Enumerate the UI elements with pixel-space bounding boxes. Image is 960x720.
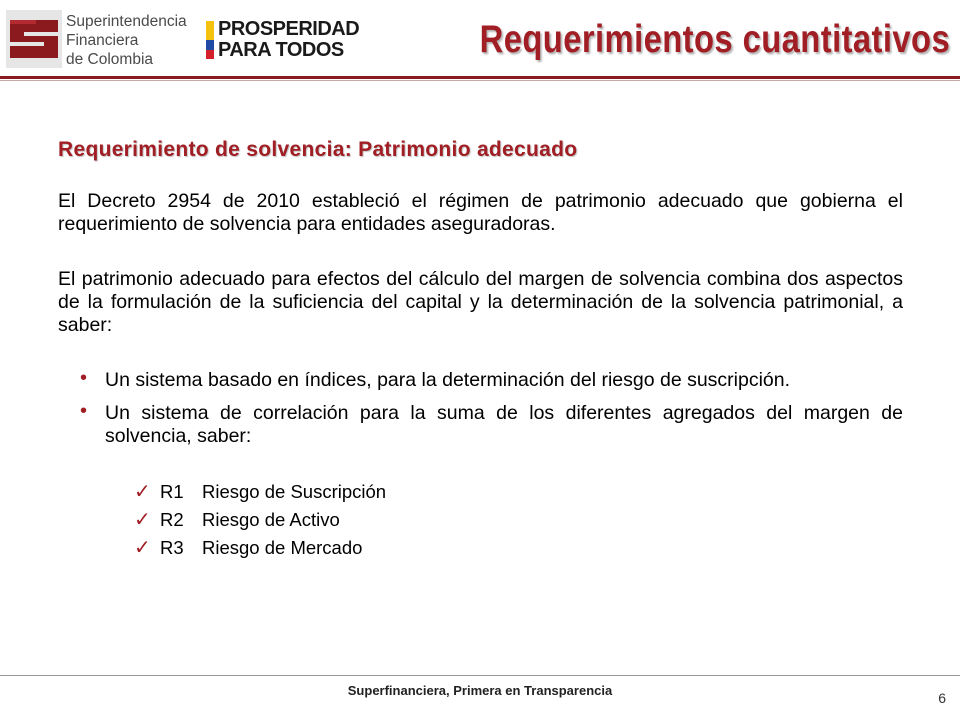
checkmark-icon: ✓ <box>134 537 151 559</box>
risk-label: Riesgo de Activo <box>202 509 340 530</box>
list-item <box>58 369 903 392</box>
section-title: Requerimiento de solvencia: Patrimonio adecuado <box>58 138 578 161</box>
prosperidad-text <box>218 19 359 61</box>
paragraph: El patrimonio adecuado para efectos del cálculo del margen de solvencia combina dos aspectos de la formulación de la suficiencia del capital y la determinación de la solvencia patrimonial, a saber: <box>58 268 903 336</box>
paragraph: El Decreto 2954 de 2010 estableció el régimen de patrimonio adecuado que gobierna el requerimiento de solvencia para entidades aseguradoras. <box>58 190 903 235</box>
risk-code: R3 <box>160 537 184 558</box>
list-item <box>134 478 903 506</box>
org-name-line: de Colombia <box>66 51 154 68</box>
bullet-list <box>58 369 903 448</box>
colombia-flag-icon <box>206 21 214 59</box>
risk-checklist <box>134 478 903 562</box>
list-item <box>58 402 903 448</box>
list-item <box>134 534 903 562</box>
superfinanciera-name <box>66 12 187 69</box>
campaign-line: PARA TODOS <box>218 39 344 61</box>
superfinanciera-logo-icon <box>6 10 62 68</box>
list-item <box>134 506 903 534</box>
checkmark-icon: ✓ <box>134 481 151 503</box>
org-name-line: Superintendencia <box>66 13 187 30</box>
checkmark-icon: ✓ <box>134 509 151 531</box>
header-divider-shadow <box>0 80 960 81</box>
footer-divider <box>0 675 960 676</box>
bullet-text: Un sistema basado en índices, para la determinación del riesgo de suscripción. <box>105 369 791 391</box>
bullet-icon: • <box>80 400 88 422</box>
slide-title: Requerimientos cuantitativos <box>479 18 950 61</box>
bullet-text: Un sistema de correlación para la suma de los diferentes agregados del margen de solvencia, saber: <box>105 402 903 447</box>
org-name-line: Financiera <box>66 32 139 49</box>
footer-tagline: Superfinanciera, Primera en Transparencia <box>347 683 613 698</box>
slide-header <box>0 0 960 80</box>
bullet-icon: • <box>80 367 88 389</box>
risk-label: Riesgo de Suscripción <box>202 481 387 502</box>
header-divider <box>0 76 960 79</box>
campaign-line: PROSPERIDAD <box>218 18 360 40</box>
risk-code: R1 <box>160 481 184 502</box>
risk-label: Riesgo de Mercado <box>202 537 363 558</box>
slide-body <box>58 138 903 562</box>
risk-code: R2 <box>160 509 184 530</box>
page-number: 6 <box>938 690 946 706</box>
